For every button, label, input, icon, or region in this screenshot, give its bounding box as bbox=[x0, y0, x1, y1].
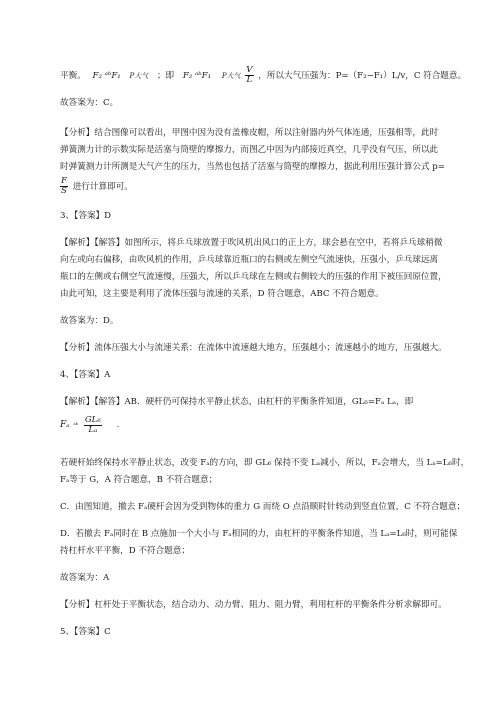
fraction-denominator: S bbox=[61, 186, 67, 196]
formula-p-air: P大气 bbox=[129, 72, 149, 80]
formula-approx-mark: ᵃᵇ bbox=[73, 422, 79, 429]
question-4-answer: 4、【答案】A bbox=[60, 370, 111, 380]
answer-line: 故答案为：C。 bbox=[60, 98, 119, 108]
formula-period: . bbox=[116, 420, 120, 430]
fraction-denominator: L bbox=[246, 75, 253, 85]
solution-4-line-3: Fₐ等于 G，A 符合题意，B 不符合题意； bbox=[60, 475, 218, 485]
formula-p-air-b: P大气 bbox=[221, 72, 241, 80]
formula-mid: ；即 bbox=[156, 71, 175, 81]
solution-3-line-3: 瓶口的左侧或右侧空气流速慢，压强大，所以乒乓球在左侧或右侧较大的压强的作用下被压回原位置， bbox=[60, 272, 447, 282]
solution-3-line-2: 向左或向右偏移，由吹风机的作用，乒乓球靠近瓶口的右侧或左侧空气流速快，压强小，乒乓球远离 bbox=[60, 255, 439, 265]
fraction-gl-over-la bbox=[84, 416, 102, 435]
analysis-3: 【分析】流体压强大小与流速关系：在流体中流速越大地方，压强越小；流速越小的地方，压强越大。 bbox=[60, 343, 447, 353]
fraction-denominator: Lₐ bbox=[88, 425, 98, 435]
formula-prefix: 平衡。 bbox=[60, 71, 86, 81]
formula-fa: Fₐ bbox=[60, 420, 70, 430]
solution-4-formula bbox=[60, 416, 470, 438]
formula-suffix: ，所以大气压强为：P=（F₂−F₁）L/v，C 符合题意。 bbox=[258, 71, 467, 81]
fraction-numerator: GL₆ bbox=[84, 416, 101, 425]
formula-line-1 bbox=[60, 66, 470, 85]
solution-4-line-1: 【解析】【解答】AB．硬杆仍可保持水平静止状态，由杠杆的平衡条件知道，GL₆=Fₐ Lₐ，即 bbox=[60, 397, 414, 407]
analysis-line-1: 【分析】结合图像可以看出，甲图中因为没有盖橡皮帽，所以注射器内外气体连通，压强相等，此时 bbox=[60, 128, 439, 138]
fraction-f-s bbox=[60, 177, 68, 196]
solution-4-line-6: 持杠杆水平平衡，D 不符合题意； bbox=[60, 546, 190, 556]
solution-4-line-5: D．若撤去 Fₐ同时在 B 点施加一个大小与 Fₐ相同的力，由杠杆的平衡条件知道，当 Lₐ=L₆时，则可能保 bbox=[60, 529, 458, 539]
analysis-line-4 bbox=[60, 177, 470, 196]
formula-f2f1: F₂ ᵃᵇF₁ bbox=[92, 71, 121, 81]
analysis-4: 【分析】杠杆处于平衡状态，结合动力、动力臂、阻力、阻力臂，利用杠杆的平衡条件分析求解即可。 bbox=[60, 600, 447, 610]
question-3-answer: 3、【答案】D bbox=[60, 211, 112, 221]
solution-4-line-4: C．由图知道，撤去 Fₐ硬杆会因为受到物体的重力 G 而绕 O 点沿顺时针转动到竖直位置，C 不符合题意； bbox=[60, 502, 466, 512]
fraction-numerator: F bbox=[61, 177, 67, 186]
fraction-numerator: V bbox=[246, 66, 253, 75]
analysis-line-3: 时弹簧测力计所测是大气产生的压力，当然也包括了活塞与筒壁的摩擦力，据此利用压强计算公式 p= bbox=[60, 162, 445, 172]
analysis-line-2: 弹簧测力计的示数实际是活塞与筒壁的摩擦力，而图乙中因为内部接近真空，几乎没有气压，所以此 bbox=[60, 145, 439, 155]
solution-3-line-1: 【解析】【解答】如图所示，将乒乓球放置于吹风机出风口的正上方，球会悬在空中，若将乒乓球稍微 bbox=[60, 238, 443, 248]
formula-fraction-v-l bbox=[245, 66, 253, 85]
analysis-suffix: 进行计算即可。 bbox=[72, 182, 133, 192]
question-5-answer: 5、【答案】C bbox=[60, 627, 111, 637]
solution-4-line-2: 若硬杆始终保持水平静止状态，改变 Fₐ的方向，即 GL₆ 保持不变 Lₐ减小，所以，Fₐ会增大，当 Lₐ=L₆时， bbox=[60, 458, 470, 468]
formula-f2f1-b: F₂ ᵃᵇF₁ bbox=[182, 71, 212, 81]
solution-3-line-4: 由此可知，这主要是利用了流体压强与流速的关系，D 符合题意，ABC 不符合题意。 bbox=[60, 289, 384, 299]
question-3-final: 故答案为：D。 bbox=[60, 316, 119, 326]
question-4-final: 故答案为：A bbox=[60, 573, 110, 583]
